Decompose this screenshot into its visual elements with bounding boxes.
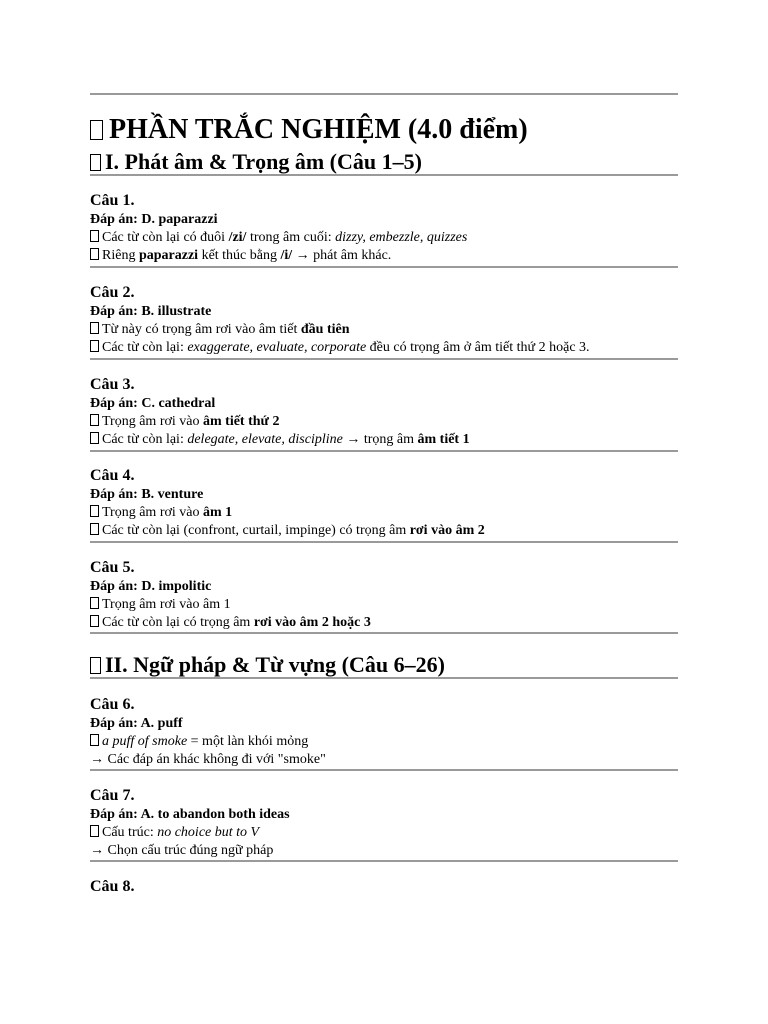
question-title: Câu 7. — [90, 787, 135, 804]
emoji-placeholder-icon — [90, 340, 99, 352]
emoji-placeholder-icon — [90, 597, 99, 609]
explanation-line: Các từ còn lại: exaggerate, evaluate, corporate đều có trọng âm ở âm tiết thứ 2 hoặc 3. — [90, 339, 680, 357]
emoji-placeholder-icon — [90, 120, 103, 140]
divider — [90, 769, 678, 771]
question-title: Câu 3. — [90, 376, 135, 393]
question-title: Câu 8. — [90, 878, 135, 895]
divider — [90, 632, 678, 634]
question-5 — [90, 559, 680, 632]
explanation-line: Các từ còn lại: delegate, elevate, discipline → trọng âm âm tiết 1 — [90, 431, 680, 449]
emoji-placeholder-icon — [90, 432, 99, 444]
question-7 — [90, 787, 680, 860]
explanation-line: Trọng âm rơi vào âm 1 — [90, 504, 680, 522]
arrow-icon: → — [90, 752, 104, 767]
page-title: PHẦN TRẮC NGHIỆM (4.0 điểm) — [90, 116, 528, 144]
emoji-placeholder-icon — [90, 322, 99, 334]
explanation-line: Trọng âm rơi vào âm tiết thứ 2 — [90, 413, 680, 431]
emoji-placeholder-icon — [90, 734, 99, 746]
explanation-line: Trọng âm rơi vào âm 1 — [90, 596, 680, 614]
question-4 — [90, 467, 680, 540]
divider — [90, 677, 678, 679]
explanation-line: Các từ còn lại có trọng âm rơi vào âm 2 hoặc 3 — [90, 614, 680, 632]
emoji-placeholder-icon — [90, 505, 99, 517]
divider — [90, 541, 678, 543]
explanation-line: Các từ còn lại có đuôi /zi/ trong âm cuối: dizzy, embezzle, quizzes — [90, 229, 680, 247]
question-title: Câu 6. — [90, 696, 135, 713]
answer-text: Đáp án: A. to abandon both ideas — [90, 807, 290, 822]
emoji-placeholder-icon — [90, 248, 99, 260]
emoji-placeholder-icon — [90, 230, 99, 242]
emoji-placeholder-icon — [90, 615, 99, 627]
emoji-placeholder-icon — [90, 657, 101, 674]
divider — [90, 860, 678, 862]
divider — [90, 174, 678, 176]
explanation-line: Riêng paparazzi kết thúc bằng /i/ → phát âm khác. — [90, 247, 680, 265]
explanation-line: Từ này có trọng âm rơi vào âm tiết đầu tiên — [90, 321, 680, 339]
divider — [90, 266, 678, 268]
divider — [90, 450, 678, 452]
answer-text: Đáp án: D. paparazzi — [90, 212, 218, 227]
question-2 — [90, 284, 680, 357]
section-heading-pronunciation: I. Phát âm & Trọng âm (Câu 1–5) — [90, 151, 422, 173]
answer-text: Đáp án: A. puff — [90, 716, 183, 731]
emoji-placeholder-icon — [90, 825, 99, 837]
answer-text: Đáp án: C. cathedral — [90, 396, 216, 411]
question-1 — [90, 192, 680, 265]
question-3 — [90, 376, 680, 449]
explanation-line: a puff of smoke = một làn khói mỏng — [90, 733, 680, 751]
explanation-line: Các từ còn lại (confront, curtail, impinge) có trọng âm rơi vào âm 2 — [90, 522, 680, 540]
question-title: Câu 5. — [90, 559, 135, 576]
arrow-icon: → — [295, 248, 310, 263]
answer-text: Đáp án: B. illustrate — [90, 304, 212, 319]
question-6 — [90, 696, 680, 769]
section-heading-grammar: II. Ngữ pháp & Từ vựng (Câu 6–26) — [90, 654, 445, 676]
explanation-line: → Các đáp án khác không đi với "smoke" — [90, 752, 326, 767]
question-title: Câu 4. — [90, 467, 135, 484]
explanation-line: → Chọn cấu trúc đúng ngữ pháp — [90, 843, 274, 858]
emoji-placeholder-icon — [90, 414, 99, 426]
answer-text: Đáp án: D. impolitic — [90, 579, 212, 594]
emoji-placeholder-icon — [90, 154, 101, 171]
answer-text: Đáp án: B. venture — [90, 487, 204, 502]
arrow-icon: → — [346, 432, 361, 447]
question-title: Câu 1. — [90, 192, 135, 209]
question-title: Câu 2. — [90, 284, 135, 301]
emoji-placeholder-icon — [90, 523, 99, 535]
question-8 — [90, 878, 680, 896]
divider — [90, 358, 678, 360]
explanation-line: Cấu trúc: no choice but to V — [90, 824, 680, 842]
arrow-icon: → — [90, 843, 104, 858]
divider — [90, 93, 678, 95]
